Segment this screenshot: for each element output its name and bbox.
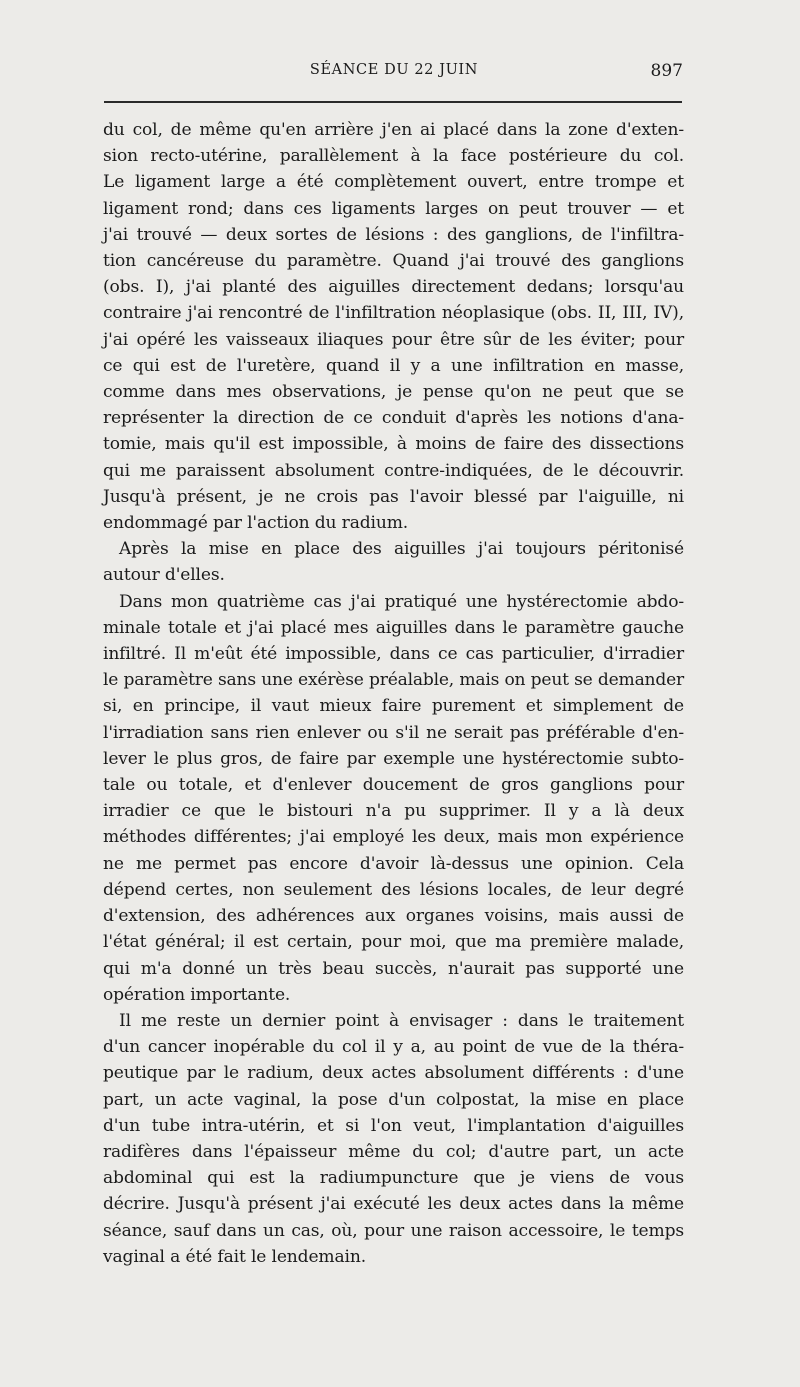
- text-line: séance, sauf dans un cas, où, pour une raison accessoire, le temps: [103, 1220, 684, 1241]
- text-line: comme dans mes observations, je pense qu'on ne peut que se: [103, 382, 684, 403]
- text-line: autour d'elles.: [103, 565, 225, 586]
- text-line: part, un acte vaginal, la pose d'un colpostat, la mise en place: [103, 1089, 684, 1110]
- text-line: d'un tube intra-utérin, et si l'on veut, l'implantation d'aiguilles: [103, 1115, 684, 1136]
- text-line: du col, de même qu'en arrière j'en ai placé dans la zone d'exten-: [103, 120, 684, 140]
- text-line: radifères dans l'épaisseur même du col; d'autre part, un acte: [103, 1141, 684, 1162]
- paragraph-3: [103, 589, 684, 1008]
- text-line: le paramètre sans une exérèse préalable, mais on peut se demander: [103, 670, 684, 691]
- text-line: ce qui est de l'uretère, quand il y a une infiltration en masse,: [103, 355, 684, 376]
- text-line: abdominal qui est la radiumpuncture que je viens de vous: [103, 1168, 684, 1189]
- text-line: endommagé par l'action du radium.: [103, 513, 409, 534]
- text-line: tomie, mais qu'il est impossible, à moins de faire des dissections: [103, 434, 684, 455]
- text-line: l'irradiation sans rien enlever ou s'il ne serait pas préférable d'en-: [103, 722, 684, 743]
- text-line: Jusqu'à présent, je ne crois pas l'avoir blessé par l'aiguille, ni: [103, 486, 684, 507]
- text-line: minale totale et j'ai placé mes aiguilles dans le paramètre gauche: [103, 617, 684, 638]
- text-line: peutique par le radium, deux actes absolument différents : d'une: [103, 1063, 684, 1084]
- paragraph-2: [103, 536, 684, 588]
- text-line: qui m'a donné un très beau succès, n'aurait pas supporté une: [103, 958, 684, 979]
- text-line: décrire. Jusqu'à présent j'ai exécuté les deux actes dans la même: [103, 1194, 684, 1215]
- text-line: lever le plus gros, de faire par exemple une hystérectomie subto-: [103, 748, 684, 769]
- paragraph-4: [103, 1008, 684, 1270]
- text-line: Il me reste un dernier point à envisager : dans le traitement: [119, 1010, 684, 1031]
- text-line: sion recto-utérine, parallèlement à la face postérieure du col.: [103, 146, 684, 167]
- page-number: 897: [650, 61, 683, 81]
- text-line: vaginal a été fait le lendemain.: [103, 1246, 366, 1267]
- text-line: Dans mon quatrième cas j'ai pratiqué une hystérectomie abdo-: [119, 591, 684, 612]
- text-line: Après la mise en place des aiguilles j'ai toujours péritonisé: [119, 539, 684, 560]
- text-line: Le ligament large a été complètement ouvert, entre trompe et: [103, 172, 684, 193]
- text-line: tion cancéreuse du paramètre. Quand j'ai trouvé des ganglions: [103, 251, 684, 272]
- text-line: qui me paraissent absolument contre-indiquées, de le découvrir.: [103, 460, 684, 481]
- text-line: d'un cancer inopérable du col il y a, au point de vue de la théra-: [103, 1037, 684, 1058]
- text-line: méthodes différentes; j'ai employé les deux, mais mon expérience: [103, 827, 684, 848]
- text-line: l'état général; il est certain, pour moi, que ma première malade,: [103, 932, 684, 953]
- text-line: j'ai opéré les vaisseaux iliaques pour être sûr de les éviter; pour: [103, 329, 684, 350]
- text-line: irradier ce que le bistouri n'a pu supprimer. Il y a là deux: [103, 801, 684, 822]
- running-title: SÉANCE DU 22 JUIN: [309, 62, 479, 78]
- text-line: opération importante.: [103, 984, 291, 1005]
- text-line: représenter la direction de ce conduit d'après les notions d'ana-: [103, 408, 684, 429]
- text-line: si, en principe, il vaut mieux faire purement et simplement de: [103, 696, 684, 717]
- paragraph-1: [103, 117, 684, 536]
- text-line: j'ai trouvé — deux sortes de lésions : des ganglions, de l'infiltra-: [103, 224, 684, 245]
- body-text: [103, 117, 684, 1270]
- text-line: contraire j'ai rencontré de l'infiltration néoplasique (obs. II, III, IV),: [103, 303, 684, 324]
- text-line: tale ou totale, et d'enlever doucement de gros ganglions pour: [103, 775, 684, 796]
- header-rule: [104, 101, 682, 103]
- text-line: d'extension, des adhérences aux organes voisins, mais aussi de: [103, 906, 684, 927]
- text-line: (obs. I), j'ai planté des aiguilles directement dedans; lorsqu'au: [103, 277, 684, 298]
- text-line: ne me permet pas encore d'avoir là-dessus une opinion. Cela: [103, 853, 684, 874]
- text-line: ligament rond; dans ces ligaments larges on peut trouver — et: [103, 198, 684, 219]
- text-line: dépend certes, non seulement des lésions locales, de leur degré: [103, 879, 684, 900]
- page-header: [105, 62, 683, 88]
- text-line: infiltré. Il m'eût été impossible, dans ce cas particulier, d'irradier: [103, 644, 684, 665]
